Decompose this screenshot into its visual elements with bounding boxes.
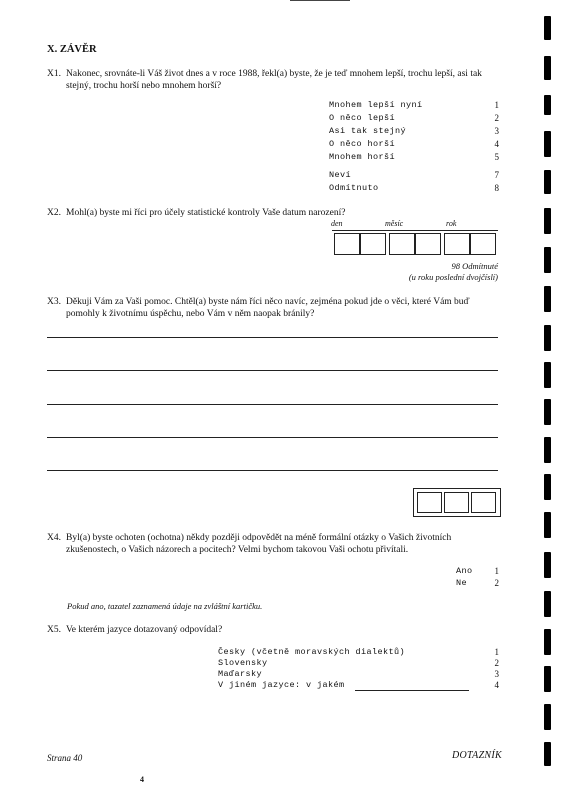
answer-line[interactable] (47, 437, 498, 438)
q5-option-code: 1 (494, 647, 499, 657)
birthdate-month-digit-2[interactable] (415, 233, 441, 255)
q1-option-code: 3 (494, 126, 499, 136)
q4-interviewer-note: Pokud ano, tazatel zaznamená údaje na zvláštní kartičku. (67, 601, 263, 611)
registration-mark (544, 56, 551, 80)
q1-option-label: Asi tak stejný (329, 126, 407, 136)
birthdate-year-digit-1[interactable] (444, 233, 470, 255)
registration-mark (544, 666, 551, 692)
q1-option-label: O něco horší (329, 139, 396, 149)
birthdate-month-digit-1[interactable] (389, 233, 415, 255)
q4-number: X4. (47, 533, 61, 543)
q2-refused-note: (u roku poslední dvojčíslí) (408, 272, 498, 282)
q1-option-label: Mnohem lepší nyní (329, 100, 423, 110)
q2-label-month: měsíc (385, 219, 404, 228)
q2-label-year: rok (446, 219, 457, 228)
q3-code-box[interactable] (444, 492, 469, 513)
q1-option-label: Mnohem horší (329, 152, 396, 162)
registration-mark (544, 208, 551, 234)
q3-code-box[interactable] (471, 492, 496, 513)
registration-mark (544, 704, 551, 730)
q1-option-code: 7 (494, 170, 499, 180)
q1-option-code: 5 (494, 152, 499, 162)
footer-page-number: Strana 40 (47, 753, 83, 763)
footer-stray-mark: 4 (140, 775, 144, 784)
q2-label-day: den (331, 219, 343, 228)
registration-mark (544, 512, 551, 538)
q5-option-label: V jiném jazyce: v jakém (218, 680, 345, 690)
other-language-line[interactable] (355, 690, 469, 691)
answer-line[interactable] (47, 470, 498, 471)
q1-option-label: Odmítnuto (329, 183, 379, 193)
q1-option-code: 1 (494, 100, 499, 110)
q1-option-label: Neví (329, 170, 352, 180)
registration-mark (544, 552, 551, 578)
q3-code-boxes (413, 488, 501, 517)
q4-option-code: 2 (494, 578, 499, 588)
top-edge-line (290, 0, 350, 1)
registration-mark (544, 591, 551, 617)
q3-code-box[interactable] (417, 492, 442, 513)
q1-number: X1. (47, 69, 61, 79)
q5-option-label: Česky (včetně moravských dialektů) (218, 647, 406, 657)
q3-number: X3. (47, 297, 61, 307)
q4-option-code: 1 (494, 566, 499, 576)
registration-mark (544, 742, 551, 766)
registration-mark (544, 437, 551, 463)
answer-line[interactable] (47, 337, 498, 338)
q2-text: Mohl(a) byste mi říci pro účely statistické kontroly Vaše datum narození? (66, 208, 346, 218)
birthdate-day-digit-1[interactable] (334, 233, 360, 255)
registration-mark (544, 286, 551, 312)
q5-option-code: 3 (494, 669, 499, 679)
registration-mark (544, 399, 551, 425)
registration-mark (544, 362, 551, 388)
q5-number: X5. (47, 625, 61, 635)
q5-option-code: 2 (494, 658, 499, 668)
q1-text: Nakonec, srovnáte-li Váš život dnes a v roce 1988, řekl(a) byste, že je teď mnohem lepší, trochu lepší, asi tak stejný, trochu horší nebo mnohem horší? (66, 69, 482, 91)
birthdate-top-line (332, 230, 498, 231)
section-title: X. ZÁVĚR (47, 44, 97, 55)
registration-mark (544, 247, 551, 273)
q2-refused-code: 98 Odmítnuté (451, 261, 498, 271)
q3-text: Děkuji Vám za Vaši pomoc. Chtěl(a) byste nám říci něco navíc, zejména pokud jde o věci, které Vám buď pomohly k životnímu úspěchu, nebo Vám v něm naopak bránily? (66, 297, 470, 319)
q5-text: Ve kterém jazyce dotazovaný odpovídal? (66, 625, 223, 635)
registration-mark (544, 474, 551, 500)
q4-option-label: Ne (456, 578, 468, 588)
q1-option-label: O něco lepší (329, 113, 396, 123)
registration-mark (544, 131, 551, 157)
q1-option-code: 8 (494, 183, 499, 193)
answer-line[interactable] (47, 370, 498, 371)
q5-option-code: 4 (494, 680, 499, 690)
q4-text: Byl(a) byste ochoten (ochotna) někdy později odpovědět na méně formální otázky o Vašich životních zkušenostech, o Vašich názorech a pocitech? Velmi bychom takovou Vaši ochotu přivítali. (66, 533, 452, 555)
q1-option-code: 4 (494, 139, 499, 149)
q4-option-label: Ano (456, 566, 473, 576)
birthdate-fields[interactable] (332, 230, 498, 254)
registration-mark (544, 170, 551, 194)
registration-mark (544, 16, 551, 40)
birthdate-year-digit-2[interactable] (470, 233, 496, 255)
q5-option-label: Maďarsky (218, 669, 263, 679)
registration-mark (544, 325, 551, 351)
q5-option-label: Slovensky (218, 658, 268, 668)
answer-line[interactable] (47, 404, 498, 405)
q1-option-code: 2 (494, 113, 499, 123)
footer-title: DOTAZNÍK (452, 750, 503, 761)
q2-number: X2. (47, 208, 61, 218)
registration-mark (544, 95, 551, 115)
registration-mark (544, 629, 551, 655)
birthdate-day-digit-2[interactable] (360, 233, 386, 255)
